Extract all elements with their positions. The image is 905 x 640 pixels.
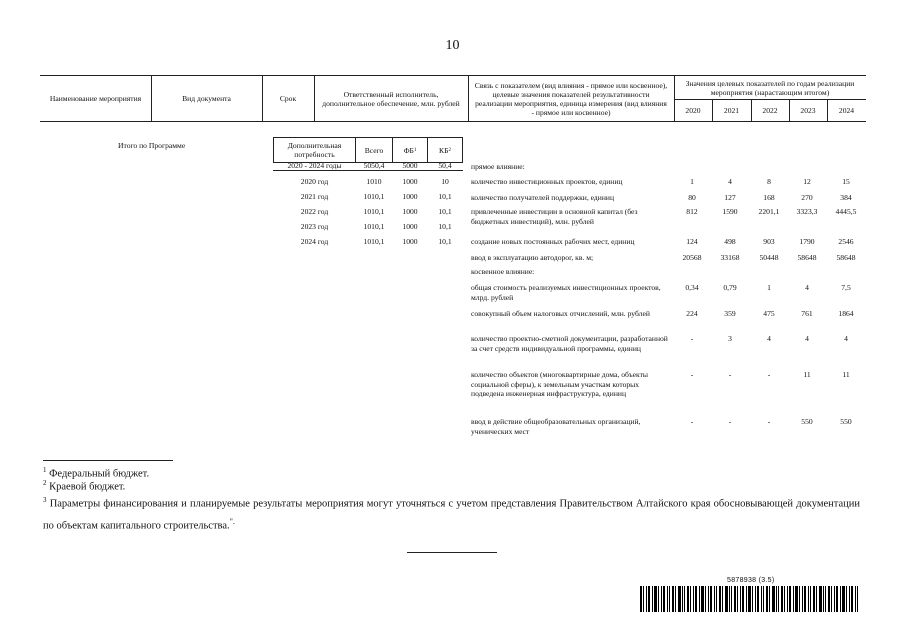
column-divider bbox=[262, 76, 263, 121]
header-year: 2024 bbox=[838, 105, 855, 115]
quote-close: ". bbox=[229, 516, 235, 526]
column-divider bbox=[151, 76, 152, 121]
indicator-value: 550 bbox=[840, 417, 852, 426]
header-name: Наименование мероприятия bbox=[49, 94, 142, 103]
indicator-value: 2546 bbox=[838, 237, 854, 246]
indicator-value: 270 bbox=[801, 193, 813, 202]
finance-header-need: Дополнительная потребность bbox=[273, 137, 356, 163]
finance-total: 1010,1 bbox=[363, 192, 385, 201]
footnote-text: Параметры финансирования и планируемые результаты мероприятия могут уточняться с учетом представления Правительством Алтайского края обосновывающей документации по объектам капитального строительства. bbox=[43, 498, 861, 531]
footnote-mark: 3 bbox=[43, 496, 47, 504]
column-divider bbox=[827, 99, 828, 121]
indicator-value: 4 bbox=[844, 334, 848, 343]
column-divider bbox=[789, 99, 790, 121]
footnote-3 bbox=[43, 492, 860, 534]
finance-kb: 50,4 bbox=[438, 161, 452, 170]
indicator-value: 1590 bbox=[722, 207, 738, 216]
header-doc-type: Вид документа bbox=[182, 94, 231, 103]
indicator-value: - bbox=[690, 334, 694, 343]
indicator-text: ввод в эксплуатацию автодорог, кв. м; bbox=[471, 253, 594, 262]
indicator-value: 1790 bbox=[799, 237, 815, 246]
indicator-value: - bbox=[690, 417, 694, 426]
indicator-value: 1 bbox=[690, 177, 694, 186]
indicator-text: общая стоимость реализуемых инвестиционных проектов, млрд. рублей bbox=[471, 283, 661, 302]
indicator-value: 50448 bbox=[759, 253, 779, 262]
finance-total: 1010,1 bbox=[363, 237, 385, 246]
indicator-text: ввод в действие общеобразовательных организаций, ученических мест bbox=[471, 417, 641, 436]
indicator-value: 4 bbox=[805, 283, 809, 292]
indicator-value: 4445,5 bbox=[835, 207, 857, 216]
indicator-value: 3323,3 bbox=[796, 207, 818, 216]
indicator-value: 0,34 bbox=[685, 283, 699, 292]
program-total-label: Итого по Программе bbox=[118, 141, 186, 150]
finance-period: 2022 год bbox=[300, 207, 329, 216]
column-divider bbox=[468, 76, 469, 121]
indicator-value: 11 bbox=[842, 370, 850, 379]
finance-row bbox=[273, 237, 463, 252]
indicator-value: 12 bbox=[803, 177, 811, 186]
finance-header-kb-label: КБ bbox=[439, 145, 449, 155]
indicator-value: 124 bbox=[686, 237, 698, 246]
footnote-mark: 1 bbox=[413, 147, 417, 153]
footnote-mark: 2 bbox=[43, 479, 47, 487]
finance-fb: 1000 bbox=[402, 222, 418, 231]
indicator-value: 11 bbox=[803, 370, 811, 379]
footnote-mark: 1 bbox=[43, 466, 47, 474]
finance-total: 1010,1 bbox=[363, 222, 385, 231]
finance-header-total: Всего bbox=[355, 137, 393, 163]
header-year: 2023 bbox=[800, 105, 816, 115]
header-year: 2020 bbox=[685, 105, 701, 115]
barcode-id: 5878938 (3.5) bbox=[727, 577, 775, 584]
finance-header-fb-label: ФБ bbox=[403, 145, 414, 155]
finance-fb: 1000 bbox=[402, 237, 418, 246]
indicator-value: 20568 bbox=[682, 253, 702, 262]
indicator-value: 498 bbox=[724, 237, 736, 246]
indicator-value: 812 bbox=[686, 207, 698, 216]
indicator-value: - bbox=[690, 370, 694, 379]
indicator-text: совокупный объем налоговых отчислений, млн. рублей bbox=[471, 309, 650, 318]
finance-kb: 10 bbox=[441, 177, 449, 186]
finance-period: 2023 год bbox=[300, 222, 329, 231]
indicator-value: 4 bbox=[767, 334, 771, 343]
footnote-text: Федеральный бюджет. bbox=[49, 468, 150, 480]
finance-kb: 10,1 bbox=[438, 222, 452, 231]
barcode-image bbox=[640, 586, 858, 612]
finance-period: 2021 год bbox=[300, 192, 329, 201]
indicator-value: 1 bbox=[767, 283, 771, 292]
finance-fb: 1000 bbox=[402, 177, 418, 186]
indicator-value: 15 bbox=[842, 177, 850, 186]
indicator-value: 8 bbox=[767, 177, 771, 186]
indicator-value: 168 bbox=[763, 193, 775, 202]
finance-kb: 10,1 bbox=[438, 192, 452, 201]
indicator-value: 903 bbox=[763, 237, 775, 246]
footnote-2 bbox=[43, 479, 125, 493]
column-divider bbox=[712, 99, 713, 121]
finance-period: 2024 год bbox=[300, 237, 329, 246]
indicator-value: - bbox=[767, 417, 771, 426]
finance-fb: 1000 bbox=[402, 207, 418, 216]
indicator-text: количество проектно-сметной документации, разработанной за счет средств индивидуальной программы, единиц bbox=[471, 334, 668, 353]
indicator-value: 475 bbox=[763, 309, 775, 318]
indicator-value: - bbox=[767, 370, 771, 379]
footnote-1 bbox=[43, 466, 149, 480]
row-divider bbox=[674, 99, 866, 100]
finance-row bbox=[273, 207, 463, 222]
indicator-value: 224 bbox=[686, 309, 698, 318]
finance-fb: 1000 bbox=[402, 192, 418, 201]
finance-kb: 10,1 bbox=[438, 237, 452, 246]
header-targets: Значения целевых показателей по годам реализации мероприятия (нарастающим итогом) bbox=[685, 78, 855, 97]
indicator-value: 3 bbox=[728, 334, 732, 343]
indicator-value: 550 bbox=[801, 417, 813, 426]
finance-row bbox=[273, 222, 463, 237]
indicator-value: - bbox=[728, 370, 732, 379]
column-divider bbox=[751, 99, 752, 121]
indicator-value: 58648 bbox=[797, 253, 817, 262]
header-executor: Ответственный исполнитель, дополнительное обеспечение, млн. рублей bbox=[322, 89, 460, 108]
finance-period: 2020 год bbox=[300, 177, 329, 186]
indicator-value: 4 bbox=[805, 334, 809, 343]
bottom-separator bbox=[407, 552, 497, 553]
indicator-value: 359 bbox=[724, 309, 736, 318]
finance-row bbox=[273, 192, 463, 207]
page-number: 10 bbox=[445, 38, 460, 53]
indicator-value: 4 bbox=[728, 177, 732, 186]
header-year: 2022 bbox=[762, 105, 778, 115]
indicator-text: количество объектов (многоквартирные дома, объекты социальной сферы), к земельным участкам которых подведена инженерная инфраструктура, единиц bbox=[471, 370, 648, 398]
finance-header-kb bbox=[427, 137, 463, 163]
finance-total: 1010 bbox=[366, 177, 382, 186]
finance-total: 1010,1 bbox=[363, 207, 385, 216]
indicator-value: 761 bbox=[801, 309, 813, 318]
indicator-heading-direct: прямое влияние: bbox=[471, 162, 525, 171]
column-divider bbox=[314, 76, 315, 121]
indicator-value: 1864 bbox=[838, 309, 854, 318]
finance-row bbox=[273, 161, 463, 176]
finance-header-fb bbox=[392, 137, 428, 163]
finance-row bbox=[273, 177, 463, 192]
indicator-value: 58648 bbox=[836, 253, 856, 262]
indicator-value: - bbox=[728, 417, 732, 426]
table-header bbox=[40, 75, 866, 122]
header-term: Срок bbox=[279, 94, 297, 103]
finance-period: 2020 - 2024 годы bbox=[287, 161, 342, 170]
indicator-text: количество получателей поддержки, единиц bbox=[471, 193, 615, 202]
header-link: Связь с показателем (вид влияния - прямое или косвенное), целевые значения показателей результативности реализации мероприятия, единица измерения (вид влияния - прямое или косвенное) bbox=[474, 80, 668, 117]
footnote-text: Краевой бюджет. bbox=[49, 481, 126, 493]
indicator-value: 384 bbox=[840, 193, 852, 202]
indicator-text: количество инвестиционных проектов, единиц bbox=[471, 177, 623, 186]
indicator-heading-indirect: косвенное влияние: bbox=[471, 267, 535, 276]
indicator-value: 0,79 bbox=[723, 283, 737, 292]
footnote-mark: 2 bbox=[448, 147, 451, 153]
finance-total: 5050,4 bbox=[363, 161, 385, 170]
footnote-separator bbox=[43, 460, 173, 461]
header-year: 2021 bbox=[723, 105, 740, 115]
indicator-text: привлеченные инвестиции в основной капитал (без бюджетных инвестиций), млн. рублей bbox=[471, 207, 638, 226]
finance-kb: 10,1 bbox=[438, 207, 452, 216]
indicator-value: 80 bbox=[688, 193, 696, 202]
indicator-value: 127 bbox=[724, 193, 736, 202]
indicator-value: 33168 bbox=[720, 253, 740, 262]
indicator-value: 7,5 bbox=[841, 283, 851, 292]
finance-fb: 5000 bbox=[402, 161, 418, 170]
indicator-value: 2201,1 bbox=[758, 207, 780, 216]
indicator-text: создание новых постоянных рабочих мест, единиц bbox=[471, 237, 635, 246]
